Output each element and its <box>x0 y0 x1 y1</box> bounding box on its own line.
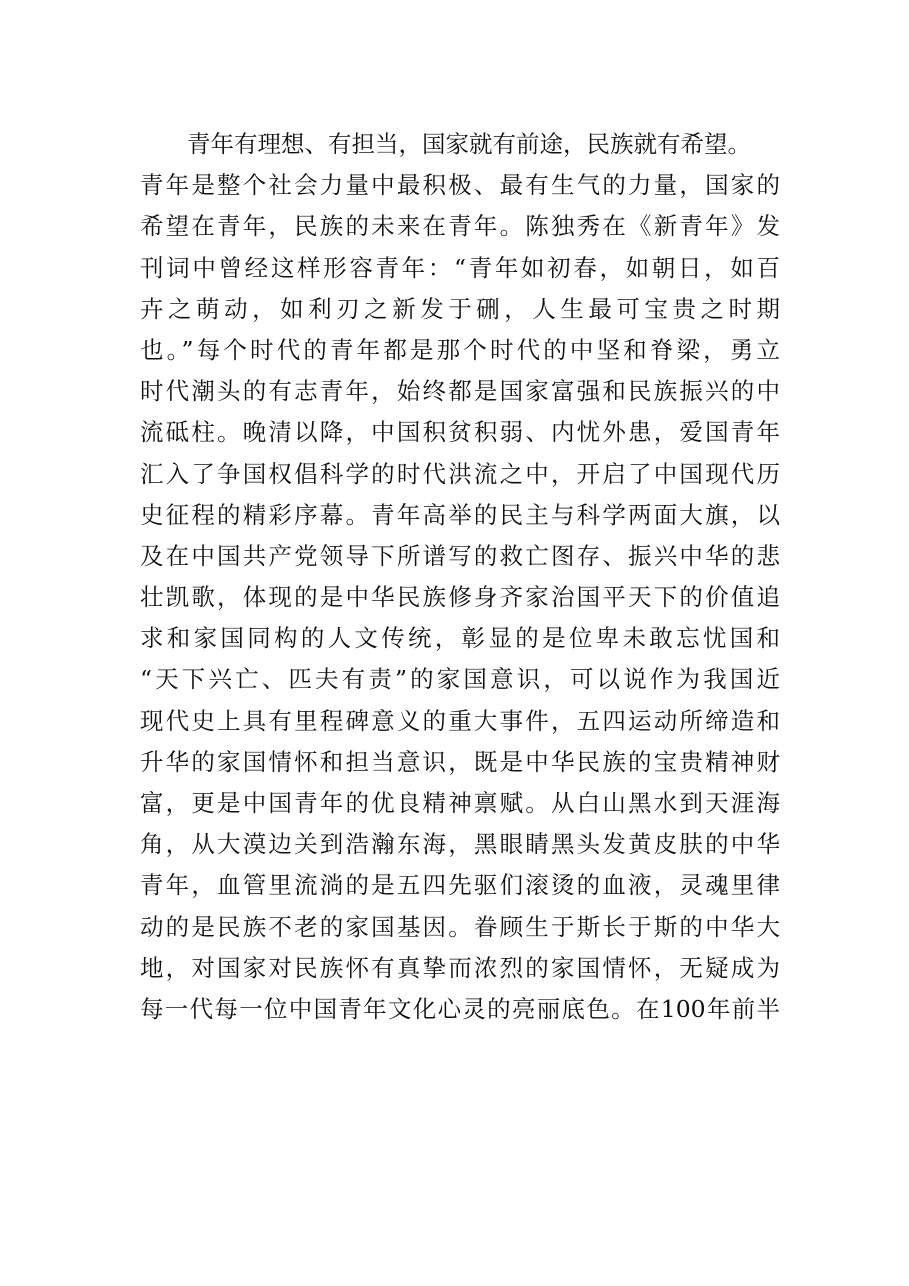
text-line: “天下兴亡、匹夫有责”的家国意识，可以说作为我国近 <box>140 665 780 694</box>
text-line: 求和家国同构的人文传统，彰显的是位卑未敢忘忧国和 <box>140 624 780 653</box>
text-line: 也。”每个时代的青年都是那个时代的中坚和脊梁，勇立 <box>140 335 780 364</box>
text-line: 壮凯歌，体现的是中华民族修身齐家治国平天下的价值追 <box>140 583 780 612</box>
text-line: 青年，血管里流淌的是五四先驱们滚烫的血液，灵魂里律 <box>140 871 780 900</box>
text-line: 希望在青年，民族的未来在青年。陈独秀在《新青年》发 <box>140 212 780 241</box>
text-line: 现代史上具有里程碑意义的重大事件，五四运动所缔造和 <box>140 706 780 735</box>
text-line: 汇入了争国权倡科学的时代洪流之中，开启了中国现代历 <box>140 459 780 488</box>
text-line: 时代潮头的有志青年，始终都是国家富强和民族振兴的中 <box>140 377 780 406</box>
text-line: 地，对国家对民族怀有真挚而浓烈的家国情怀，无疑成为 <box>140 953 780 982</box>
text-line: 及在中国共产党领导下所谱写的救亡图存、振兴中华的悲 <box>140 541 780 570</box>
text-line: 卉之萌动，如利刃之新发于硎，人生最可宝贵之时期 <box>140 294 780 323</box>
text-line: 青年有理想、有担当，国家就有前途，民族就有希望。 <box>187 130 751 158</box>
text-line: 升华的家国情怀和担当意识，既是中华民族的宝贵精神财 <box>140 747 780 776</box>
text-line: 流砥柱。晚清以降，中国积贫积弱、内忧外患，爱国青年 <box>140 418 780 447</box>
text-line: 动的是民族不老的家国基因。眷顾生于斯长于斯的中华大 <box>140 912 780 941</box>
body-paragraph <box>140 124 780 1030</box>
text-line: 每一代每一位中国青年文化心灵的亮丽底色。在100年前半 <box>140 994 780 1023</box>
text-line: 富，更是中国青年的优良精神禀赋。从白山黑水到天涯海 <box>140 789 780 817</box>
text-line: 角，从大漠边关到浩瀚东海，黑眼睛黑头发黄皮肤的中华 <box>140 830 780 859</box>
text-line: 刊词中曾经这样形容青年：“青年如初春，如朝日，如百 <box>140 253 780 282</box>
text-line: 青年是整个社会力量中最积极、最有生气的力量，国家的 <box>140 171 780 200</box>
text-line: 史征程的精彩序幕。青年高举的民主与科学两面大旗，以 <box>140 500 780 529</box>
